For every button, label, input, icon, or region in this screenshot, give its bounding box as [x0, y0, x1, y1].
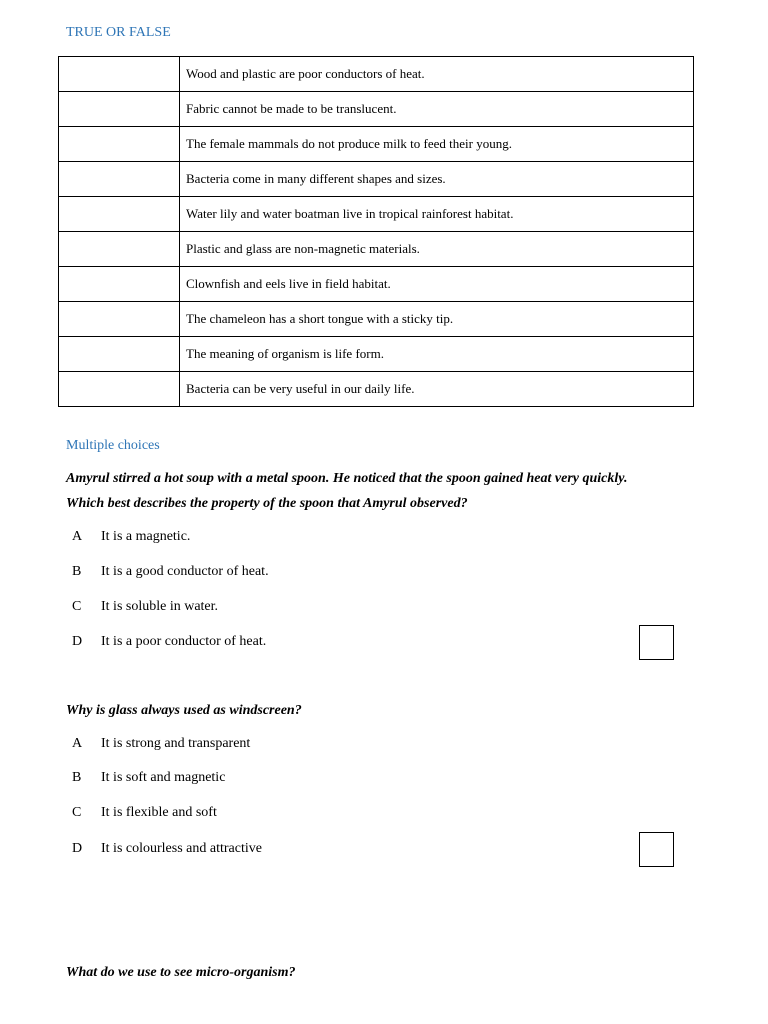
statement-cell: The female mammals do not produce milk to feed their young.: [180, 127, 694, 162]
question-1-answer-box[interactable]: [639, 625, 674, 660]
table-row: [59, 57, 694, 92]
statement-cell: The chameleon has a short tongue with a sticky tip.: [180, 302, 694, 337]
option-text: It is flexible and soft: [101, 805, 217, 820]
statement-cell: Water lily and water boatman live in tropical rainforest habitat.: [180, 197, 694, 232]
answer-cell[interactable]: [59, 302, 180, 337]
option-text: It is soluble in water.: [101, 599, 219, 614]
option-letter: B: [72, 770, 82, 785]
option-letter: B: [72, 564, 82, 579]
statement-cell: Bacteria can be very useful in our daily life.: [180, 372, 694, 407]
question-1-option-b[interactable]: [72, 564, 269, 584]
statement-cell: The meaning of organism is life form.: [180, 337, 694, 372]
answer-cell[interactable]: [59, 197, 180, 232]
table-row: [59, 162, 694, 197]
true-false-heading: TRUE OR FALSE: [66, 25, 171, 40]
statement-cell: Bacteria come in many different shapes and sizes.: [180, 162, 694, 197]
option-letter: C: [72, 805, 82, 820]
question-1-text: Amyrul stirred a hot soup with a metal spoon. He noticed that the spoon gained heat very quickly. Which best describes the property of the spoon that Amyrul observed?: [66, 471, 628, 511]
table-row: [59, 372, 694, 407]
table-row: [59, 302, 694, 337]
option-text: It is colourless and attractive: [101, 841, 262, 856]
option-text: It is soft and magnetic: [101, 770, 226, 785]
table-row: [59, 92, 694, 127]
answer-cell[interactable]: [59, 372, 180, 407]
table-row: [59, 267, 694, 302]
option-text: It is a good conductor of heat.: [101, 564, 269, 579]
statement-cell: Fabric cannot be made to be translucent.: [180, 92, 694, 127]
multiple-choice-heading: Multiple choices: [66, 438, 160, 453]
statement-cell: Wood and plastic are poor conductors of heat.: [180, 57, 694, 92]
table-row: [59, 337, 694, 372]
question-1-option-d[interactable]: [72, 634, 266, 654]
question-1-option-a[interactable]: [72, 529, 190, 549]
answer-cell[interactable]: [59, 232, 180, 267]
answer-cell[interactable]: [59, 162, 180, 197]
table-row: [59, 232, 694, 267]
question-1-option-c[interactable]: [72, 599, 218, 619]
statement-cell: Plastic and glass are non-magnetic materials.: [180, 232, 694, 267]
table-row: [59, 197, 694, 232]
table-row: [59, 127, 694, 162]
question-2-text: Why is glass always used as windscreen?: [66, 703, 302, 718]
question-2-answer-box[interactable]: [639, 832, 674, 867]
answer-cell[interactable]: [59, 337, 180, 372]
option-letter: C: [72, 599, 82, 614]
option-letter: D: [72, 841, 83, 856]
option-letter: A: [72, 736, 83, 751]
answer-cell[interactable]: [59, 127, 180, 162]
question-2-option-b[interactable]: [72, 770, 225, 790]
answer-cell[interactable]: [59, 92, 180, 127]
true-false-table: [58, 56, 694, 407]
option-letter: A: [72, 529, 83, 544]
option-letter: D: [72, 634, 83, 649]
statement-cell: Clownfish and eels live in field habitat.: [180, 267, 694, 302]
answer-cell[interactable]: [59, 267, 180, 302]
answer-cell[interactable]: [59, 57, 180, 92]
option-text: It is a magnetic.: [101, 529, 191, 544]
question-2-option-a[interactable]: [72, 736, 250, 756]
option-text: It is strong and transparent: [101, 736, 251, 751]
question-2-option-d[interactable]: [72, 841, 262, 861]
option-text: It is a poor conductor of heat.: [101, 634, 267, 649]
question-3-text: What do we use to see micro-organism?: [66, 965, 296, 980]
question-2-option-c[interactable]: [72, 805, 217, 825]
